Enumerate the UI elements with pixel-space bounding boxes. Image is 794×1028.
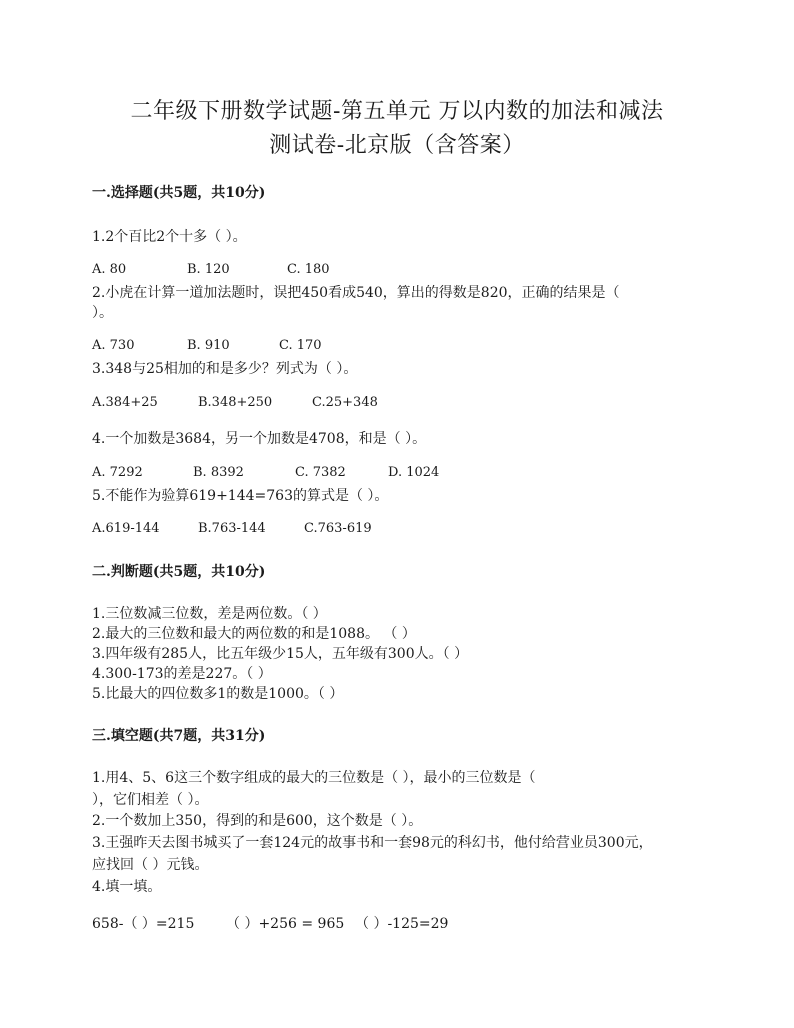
fill-equation-1: 658-（ ）=215	[92, 916, 195, 932]
question-4-option-d: D. 1024	[388, 465, 440, 480]
question-3-option-a: A.384+25	[92, 395, 158, 410]
question-5-option-a: A.619-144	[92, 521, 160, 536]
question-3-text: 3.348与25相加的和是多少？列式为（ ）。	[92, 361, 358, 377]
question-5-option-b: B.763-144	[198, 521, 266, 536]
judgment-item-4: 4.300-173的差是227。（ ）	[92, 666, 272, 682]
question-3-option-b: B.348+250	[198, 395, 273, 410]
question-3-option-c: C.25+348	[312, 395, 378, 410]
question-5-text: 5.不能作为验算619+144=763的算式是（ ）。	[92, 488, 389, 504]
question-2-text-cont: ）。	[92, 305, 113, 321]
fill-question-4: 4.填一填。	[92, 879, 162, 895]
question-4-text: 4.一个加数是3684，另一个加数是4708，和是（ ）。	[92, 431, 427, 447]
fill-question-1-cont: ），它们相差（ ）。	[92, 792, 209, 808]
question-5-option-c: C.763-619	[304, 521, 372, 536]
question-2-option-b: B. 910	[187, 338, 230, 353]
question-1-option-a: A. 80	[92, 262, 127, 277]
fill-question-2: 2.一个数加上350，得到的和是600，这个数是（ ）。	[92, 813, 423, 829]
fill-question-3: 3.王强昨天去图书城买了一套124元的故事书和一套98元的科幻书，他付给营业员300元，	[92, 835, 653, 851]
question-2-text: 2.小虎在计算一道加法题时，误把450看成540，算出的得数是820，正确的结果是（	[92, 285, 620, 301]
fill-question-3-cont: 应找回（ ）元钱。	[92, 857, 209, 873]
question-4-option-b: B. 8392	[193, 465, 244, 480]
fill-equation-3: （ ）-125=29	[355, 916, 449, 932]
page-title-line-2: 测试卷-北京版（含答案）	[269, 133, 525, 158]
question-2-option-a: A. 730	[92, 338, 135, 353]
question-1-option-c: C. 180	[287, 262, 330, 277]
section-heading-judgment: 二.判断题(共5题，共10分)	[92, 564, 266, 580]
question-4-option-a: A. 7292	[92, 465, 143, 480]
section-heading-fill-in: 三.填空题(共7题，共31分)	[92, 728, 266, 744]
judgment-item-3: 3.四年级有285人，比五年级少15人，五年级有300人。（ ）	[92, 646, 469, 662]
question-4-option-c: C. 7382	[295, 465, 346, 480]
question-2-option-c: C. 170	[279, 338, 322, 353]
question-1-text: 1.2个百比2个十多（ ）。	[92, 229, 247, 245]
fill-equation-2: （ ）+256 = 965	[226, 916, 345, 932]
judgment-item-1: 1.三位数减三位数，差是两位数。（ ）	[92, 606, 327, 622]
section-heading-choice: 一.选择题(共5题，共10分)	[92, 185, 266, 201]
judgment-item-2: 2.最大的三位数和最大的两位数的和是1088。 （ ）	[92, 626, 416, 642]
fill-question-1: 1.用4、5、6这三个数字组成的最大的三位数是（ ），最小的三位数是（	[92, 770, 536, 786]
judgment-item-5: 5.比最大的四位数多1的数是1000。（ ）	[92, 686, 344, 702]
question-1-option-b: B. 120	[187, 262, 230, 277]
page-title-line-1: 二年级下册数学试题-第五单元 万以内数的加法和减法	[130, 99, 664, 124]
